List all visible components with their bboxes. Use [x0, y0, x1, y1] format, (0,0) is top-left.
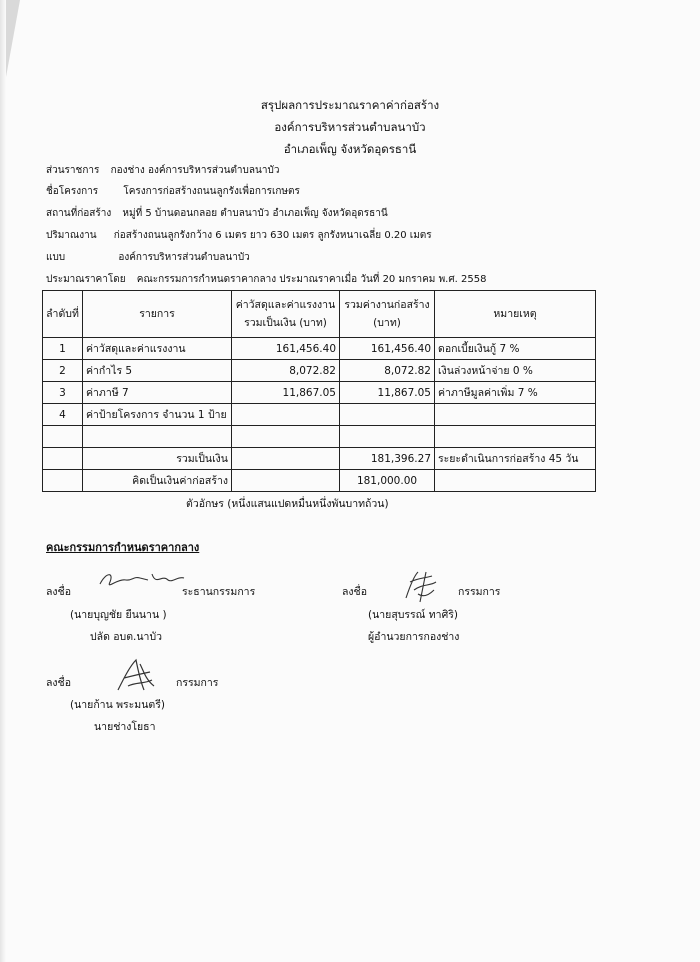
header-material-labor-line2: รวมเป็นเงิน (บาท): [244, 317, 327, 329]
table-header-row: [43, 291, 596, 338]
empty-cell: [435, 426, 596, 448]
sign-label-1: ลงชื่อ: [46, 586, 71, 598]
empty-cell: [232, 448, 340, 470]
estimator-label: ประมาณราคาโดย: [46, 274, 126, 285]
row-remark: ค่าภาษีมูลค่าเพิ่ม 7 %: [435, 382, 596, 404]
signature-3: [114, 656, 158, 696]
header-material-labor-line1: ค่าวัสดุและค่าแรงงาน: [235, 299, 336, 311]
row-cost: 11,867.05: [232, 382, 340, 404]
member-1-position: ปลัด อบต.นาบัว: [90, 631, 163, 643]
project-line: [46, 184, 308, 199]
site-line: [46, 206, 396, 221]
estimator-value: คณะกรรมการกำหนดราคากลาง ประมาณราคาเมื่อ วันที่ 20 มกราคม พ.ศ. 2558: [136, 274, 487, 285]
signature-2: [396, 568, 446, 604]
member-3-role: กรรมการ: [176, 677, 219, 689]
empty-cell: [43, 448, 83, 470]
row-remark: [435, 404, 596, 426]
rounded-label: คิดเป็นเงินค่าก่อสร้าง: [83, 470, 232, 492]
table-row: [43, 360, 596, 382]
empty-cell: [435, 470, 596, 492]
row-item: ค่ากำไร 5: [83, 360, 232, 382]
agency-line: [46, 163, 287, 178]
empty-cell: [232, 426, 340, 448]
row-no: 3: [43, 382, 83, 404]
organization-name: องค์การบริหารส่วนตำบลนาบัว: [274, 120, 426, 134]
row-no: 4: [43, 404, 83, 426]
sign-label-2: ลงชื่อ: [342, 586, 367, 598]
site-label: สถานที่ก่อสร้าง: [46, 208, 112, 219]
sum-remark: ระยะดำเนินการก่อสร้าง 45 วัน: [435, 448, 596, 470]
header-total: [340, 291, 435, 338]
row-item: ค่าป้ายโครงการ จำนวน 1 ป้าย: [83, 404, 232, 426]
committee-heading: คณะกรรมการกำหนดราคากลาง: [46, 541, 200, 554]
volume-label: ปริมาณงาน: [46, 230, 97, 241]
district-province: อำเภอเพ็ญ จังหวัดอุดรธานี: [283, 142, 417, 156]
header-material-labor: [232, 291, 340, 338]
table-row: [43, 382, 596, 404]
sign-label-3: ลงชื่อ: [46, 677, 71, 689]
member-1-name: (นายบุญชัย ยืนนาน ): [70, 609, 167, 621]
row-no: 1: [43, 338, 83, 360]
empty-cell: [340, 426, 435, 448]
agency-label: ส่วนราชการ: [46, 165, 100, 176]
row-total: 11,867.05: [340, 382, 435, 404]
header-remark: หมายเหตุ: [435, 291, 596, 338]
row-total: [340, 404, 435, 426]
header-item: รายการ: [83, 291, 232, 338]
site-value: หมู่ที่ 5 บ้านดอนกลอย ตำบลนาบัว อำเภอเพ็ญ จังหวัดอุดรธานี: [122, 208, 388, 219]
row-remark: เงินล่วงหน้าจ่าย 0 %: [435, 360, 596, 382]
member-2-name: (นายสุบรรณ์ ทาศิริ): [368, 609, 458, 621]
rounded-value: 181,000.00: [340, 470, 435, 492]
design-line: [46, 250, 258, 265]
row-remark: ดอกเบี้ยเงินกู้ 7 %: [435, 338, 596, 360]
sum-row: [43, 448, 596, 470]
sum-label: รวมเป็นเงิน: [83, 448, 232, 470]
member-2-role: กรรมการ: [458, 586, 501, 598]
table-row: [43, 404, 596, 426]
member-3-name: (นายก้าน พระมนตรี): [70, 699, 165, 711]
design-label: แบบ: [46, 252, 66, 263]
row-item: ค่าวัสดุและค่าแรงงาน: [83, 338, 232, 360]
row-cost: [232, 404, 340, 426]
empty-cell: [232, 470, 340, 492]
member-2-position: ผู้อำนวยการกองช่าง: [368, 631, 460, 643]
document-title: สรุปผลการประมาณราคาค่าก่อสร้าง: [260, 98, 440, 112]
rounded-row: [43, 470, 596, 492]
amount-in-words: ตัวอักษร (หนึ่งแสนแปดหมื่นหนึ่งพันบาทถ้วน): [186, 498, 389, 510]
design-value: องค์การบริหารส่วนตำบลนาบัว: [118, 252, 250, 263]
row-cost: 8,072.82: [232, 360, 340, 382]
sum-value: 181,396.27: [340, 448, 435, 470]
member-3-position: นายช่างโยธา: [94, 721, 156, 733]
estimator-line: [46, 272, 495, 287]
header-no: ลำดับที่: [43, 291, 83, 338]
row-total: 8,072.82: [340, 360, 435, 382]
row-item: ค่าภาษี 7: [83, 382, 232, 404]
empty-cell: [43, 470, 83, 492]
volume-value: ก่อสร้างถนนลูกรังกว้าง 6 เมตร ยาว 630 เมตร ลูกรังหนาเฉลี่ย 0.20 เมตร: [113, 230, 432, 241]
row-total: 161,456.40: [340, 338, 435, 360]
row-cost: 161,456.40: [232, 338, 340, 360]
header-total-line1: รวมค่างานก่อสร้าง: [344, 299, 430, 311]
header-total-line2: (บาท): [373, 317, 401, 329]
volume-line: [46, 228, 440, 243]
empty-cell: [83, 426, 232, 448]
cost-estimate-table: [42, 290, 596, 492]
row-no: 2: [43, 360, 83, 382]
member-1-role: ระธานกรรมการ: [182, 586, 256, 598]
agency-value: กองช่าง องค์การบริหารส่วนตำบลนาบัว: [110, 165, 280, 176]
signature-1: [96, 568, 188, 592]
empty-cell: [43, 426, 83, 448]
project-value: โครงการก่อสร้างถนนลูกรังเพื่อการเกษตร: [123, 186, 300, 197]
table-row: [43, 338, 596, 360]
table-row-empty: [43, 426, 596, 448]
project-label: ชื่อโครงการ: [46, 186, 99, 197]
